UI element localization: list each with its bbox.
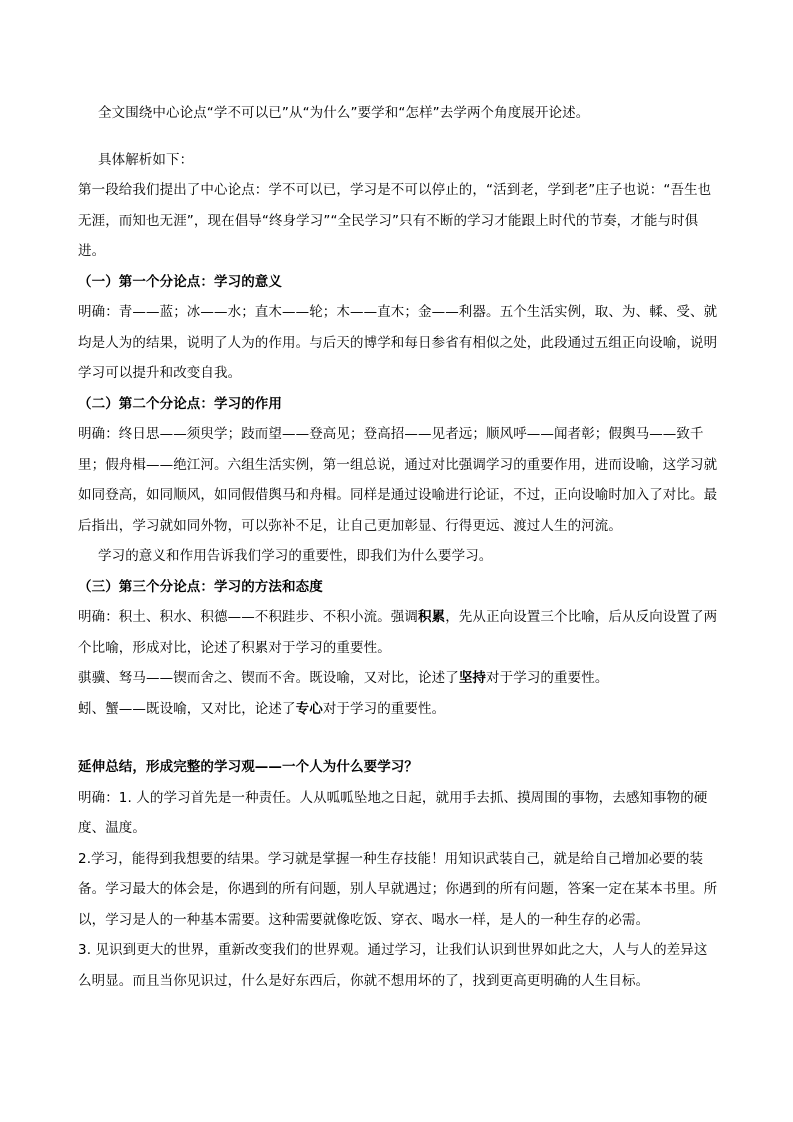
document-body xyxy=(78,98,718,996)
section-3-line-persistence xyxy=(78,663,718,694)
emphasis-accumulation: 积累 xyxy=(418,609,446,625)
section-3-line-focus xyxy=(78,694,718,725)
section-2-body: 明确：终日思——须臾学；跂而望——登高见；登高招——见者远；顺风呼——闻者彰；假舆马——致千里；假舟楫——绝江河。六组生活实例，第一组总说，通过对比强调学习的重要作用，进而设喻，这学习就如同登高，如同顺风，如同假借舆马和舟楫。同样是通过设喻进行论证，不过，正向设喻时加入了对比。最后指出，学习就如同外物，可以弥补不足，让自己更加彰显、行得更远、渡过人生的河流。 xyxy=(78,426,718,534)
section-3-title: （三）第三个分论点：学习的方法和态度 xyxy=(78,578,323,595)
paragraph-central-thesis: 第一段给我们提出了中心论点：学不可以已，学习是不可以停止的，“活到老，学到老”庄子也说：“吾生也无涯，而知也无涯”，现在倡导“终身学习”“全民学习”只有不断的学习才能跟上时代的节奏，才能与时俱进。 xyxy=(78,182,712,259)
section-3-body xyxy=(78,602,718,663)
analysis-heading: 具体解析如下： xyxy=(98,151,194,168)
section-3-line2-text-b: 对于学习的重要性。 xyxy=(486,670,609,686)
section-3-line3-text-b: 对于学习的重要性。 xyxy=(322,700,446,717)
extension-point-2: 2.学习，能得到我想要的结果。学习就是掌握一种生存技能！用知识武装自己，就是给自己增加必要的装备。学习最大的体会是，你遇到的所有问题，别人早就遇过；你遇到的所有问题，答案一定在某本书里。所以，学习是人的一种基本需要。这种需要就像吃饭、穿衣、喝水一样，是人的一种生存的必需。 xyxy=(78,850,718,928)
emphasis-persistence: 坚持 xyxy=(458,670,487,686)
section-3-line3-text-a: 蚓、蟹——既设喻，又对比，论述了 xyxy=(78,700,296,717)
section-3-body-text-a: 明确：积土、积水、积德——不积跬步、不积小流。强调 xyxy=(78,609,418,625)
extension-point-3: 3. 见识到更大的世界，重新改变我们的世界观。通过学习，让我们认识到世界如此之大，人与人的差异这么明显。而且当你见识过，什么是好东西后，你就不想用坏的了，找到更高更明确的人生目标。 xyxy=(78,942,708,989)
section-2-summary: 学习的意义和作用告诉我们学习的重要性，即我们为什么要学习。 xyxy=(98,548,493,564)
extension-title: 延伸总结，形成完整的学习观——一个人为什么要学习？ xyxy=(78,759,418,775)
section-3-body-text-b: ，先从正向设置三个比喻，后从反向设置了两个比喻，形成对比，论述了积累对于学习的重要性。 xyxy=(78,609,718,656)
section-3-line2-text-a: 骐骥、驽马——锲而舍之、锲而不舍。既设喻，又对比，论述了 xyxy=(78,670,459,686)
section-1-title: （一）第一个分论点：学习的意义 xyxy=(78,273,282,290)
emphasis-focus: 专心 xyxy=(295,700,323,717)
section-2-title: （二）第二个分论点：学习的作用 xyxy=(78,395,282,412)
extension-point-1: 明确：1. 人的学习首先是一种责任。人从呱呱坠地之日起，就用手去抓、摸周围的事物，去感知事物的硬度、温度。 xyxy=(78,789,708,836)
intro-paragraph: 全文围绕中心论点“学不可以已”从“为什么”要学和“怎样”去学两个角度展开论述。 xyxy=(98,105,590,121)
section-1-body: 明确：青——蓝；冰——水；直木——轮；木——直木；金——利器。五个生活实例，取、为、輮、受、就均是人为的结果，说明了人为的作用。与后天的博学和每日参省有相似之处，此段通过五组正向设喻，说明学习可以提升和改变自我。 xyxy=(78,304,718,381)
